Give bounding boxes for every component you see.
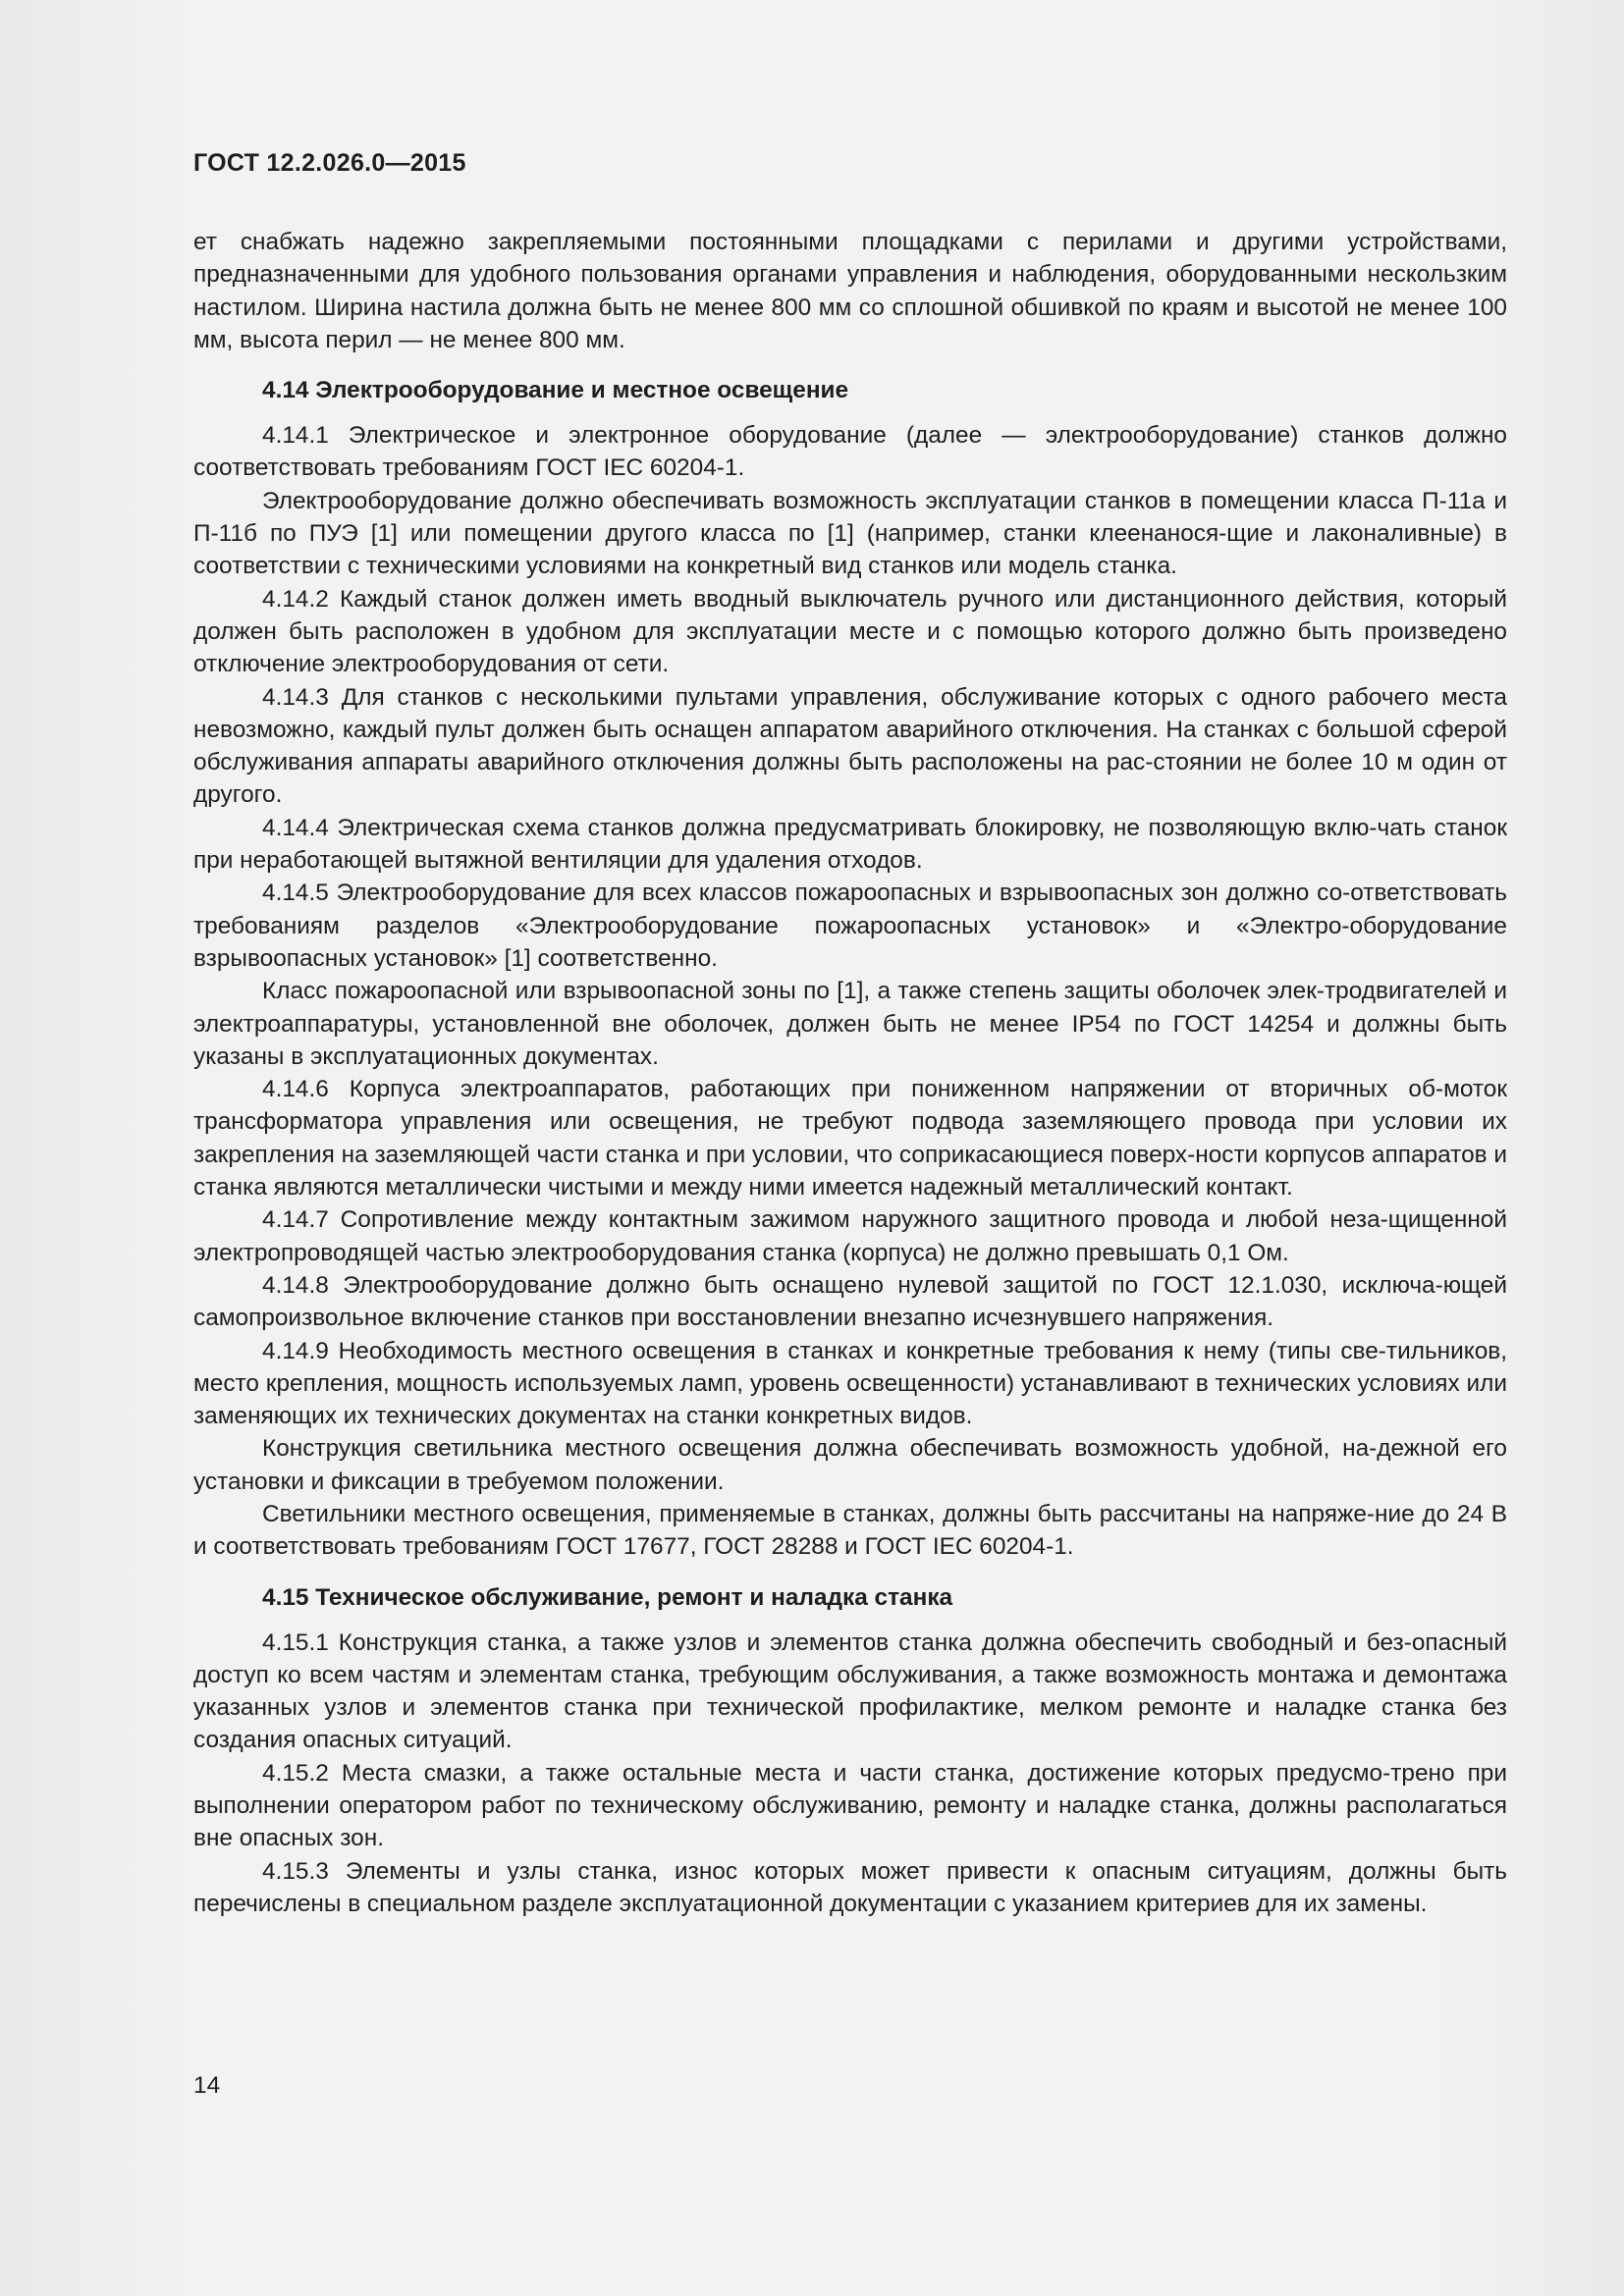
paragraph: 4.15.2 Места смазки, а также остальные места и части станка, достижение которых предусмо-трено при выполнении оператором работ по техническому обслуживанию, ремонту и наладке станка, должны располагаться вне опасных зон. [193, 1759, 1507, 1852]
paragraph: Электрооборудование должно обеспечивать возможность эксплуатации станков в помещении класса П-11а и П-11б по ПУЭ [1] или помещении другого класса по [1] (например, станки клеенанося-щие и лаконаливные) в соответствии с техническими условиями на конкретный вид станков или модель станка. [193, 487, 1507, 580]
paragraph: 4.15.1 Конструкция станка, а также узлов и элементов станка должна обеспечить свободный и без-опасный доступ ко всем частям и элементам станка, требующим обслуживания, а также возможность монтажа и демонтажа указанных узлов и элементов станка при технической профилактике, мелком ремонте и наладке станка без создания опасных ситуаций. [193, 1629, 1507, 1754]
document-header: ГОСТ 12.2.026.0—2015 [193, 149, 466, 177]
paragraph: Класс пожароопасной или взрывоопасной зоны по [1], а также степень защиты оболочек элек-тродвигателей и электроаппаратуры, установленной вне оболочек, должен быть не менее IP54 по ГОСТ 14254 и должны быть указаны в эксплуатационных документах. [193, 978, 1507, 1070]
paragraph: 4.14.6 Корпуса электроаппаратов, работающих при пониженном напряжении от вторичных об-моток трансформатора управления или освещения, не требуют подвода заземляющего провода при условии их закрепления на заземляющей части станка и при условии, что соприкасающиеся поверх-ности корпусов аппаратов и станка являются металлически чистыми и между ними имеется надежный металлический контакт. [193, 1076, 1507, 1201]
paragraph: Светильники местного освещения, применяемые в станках, должны быть рассчитаны на напряже-ние до 24 В и соответствовать требованиям ГОСТ 17677, ГОСТ 28288 и ГОСТ IEC 60204-1. [193, 1500, 1507, 1561]
paragraph: 4.14.2 Каждый станок должен иметь вводный выключатель ручного или дистанционного действия, который должен быть расположен в удобном для эксплуатации месте и с помощью которого должно быть произведено отключение электрооборудования от сети. [193, 585, 1507, 678]
paragraph: 4.15.3 Элементы и узлы станка, износ которых может привести к опасным ситуациям, должны быть перечислены в специальном разделе эксплуатационной документации с указанием критериев для их замены. [193, 1857, 1507, 1917]
document-body [193, 226, 1507, 1920]
paragraph: 4.14.5 Электрооборудование для всех классов пожароопасных и взрывоопасных зон должно со-ответствовать требованиям разделов «Электрооборудование пожароопасных установок» и «Электро-оборудование взрывоопасных установок» [1] соответственно. [193, 880, 1507, 972]
paragraph: 4.14.4 Электрическая схема станков должна предусматривать блокировку, не позволяющую вклю-чать станок при неработающей вытяжной вентиляции для удаления отходов. [193, 814, 1507, 875]
paragraph: Конструкция светильника местного освещения должна обеспечивать возможность удобной, на-дежной его установки и фиксации в требуемом положении. [193, 1435, 1507, 1495]
paragraph: 4.14.8 Электрооборудование должно быть оснащено нулевой защитой по ГОСТ 12.1.030, исключа-ющей самопроизвольное включение станков при восстановлении внезапно исчезнувшего напряжения. [193, 1271, 1507, 1332]
paragraph: 4.14.3 Для станков с несколькими пультами управления, обслуживание которых с одного рабочего места невозможно, каждый пульт должен быть оснащен аппаратом аварийного отключения. На станках с большой сферой обслуживания аппараты аварийного отключения должны быть расположены на рас-стоянии не более 10 м один от другого. [193, 683, 1507, 809]
page-number: 14 [193, 2072, 221, 2099]
paragraph: 4.14.9 Необходимость местного освещения в станках и конкретные требования к нему (типы све-тильников, место крепления, мощность используемых ламп, уровень освещенности) устанавливают в технических условиях или заменяющих их технических документах на станки конкретных видов. [193, 1337, 1507, 1430]
section-heading: 4.14 Электрооборудование и местное освещение [262, 377, 849, 404]
section-heading: 4.15 Техническое обслуживание, ремонт и наладка станка [262, 1583, 953, 1611]
paragraph: ет снабжать надежно закрепляемыми постоянными площадками с перилами и другими устройствами, предназначенными для удобного пользования органами управления и наблюдения, оборудованными нескользким настилом. Ширина настила должна быть не менее 800 мм со сплошной обшивкой по краям и высотой не менее 100 мм, высота перил — не менее 800 мм. [193, 229, 1507, 353]
paragraph: 4.14.7 Сопротивление между контактным зажимом наружного защитного провода и любой неза-щищенной электропроводящей частью электрооборудования станка (корпуса) не должно превышать 0,1 Ом. [193, 1206, 1507, 1266]
paragraph: 4.14.1 Электрическое и электронное оборудование (далее — электрооборудование) станков должно соответствовать требованиям ГОСТ IEC 60204-1. [193, 422, 1507, 482]
